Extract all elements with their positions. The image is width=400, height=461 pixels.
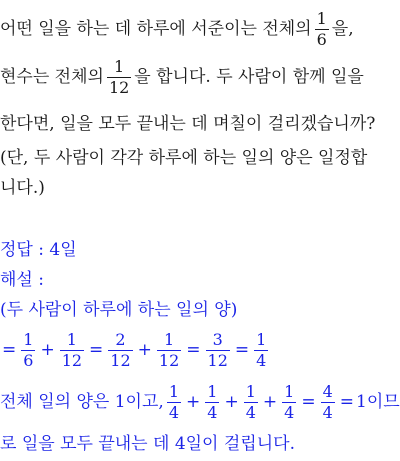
fraction-numerator: 1 [163, 329, 175, 349]
problem-line-2 [0, 56, 400, 97]
fraction [205, 381, 219, 422]
fraction-denominator: 4 [322, 402, 333, 422]
total-work-line [0, 382, 400, 422]
plus-sign: + [224, 392, 239, 412]
problem-line-4 [0, 148, 400, 168]
problem-line-1 [0, 8, 400, 49]
equation-line [0, 330, 400, 370]
fraction-numerator: 1 [245, 381, 256, 401]
fraction [254, 329, 268, 370]
problem-text: 을 합니다. 두 사람이 함께 일을 [134, 67, 364, 87]
fraction-denominator: 6 [23, 350, 34, 370]
explanation-text: (두 사람이 하루에 하는 일의 양) [0, 300, 238, 320]
fraction-numerator: 1 [207, 381, 218, 401]
fraction-denominator: 12 [110, 350, 131, 370]
fraction-numerator: 1 [316, 8, 327, 28]
problem-line-5 [0, 178, 400, 198]
fraction [282, 381, 296, 422]
answer-text: 정답 : 4일 [0, 240, 77, 260]
fraction [244, 381, 258, 422]
fraction [206, 329, 230, 370]
fraction-numerator: 1 [284, 381, 295, 401]
fraction-numerator: 1 [114, 56, 125, 76]
problem-text: 어떤 일을 하는 데 하루에 서준이는 전체의 [0, 19, 312, 39]
problem-line-3 [0, 114, 400, 134]
fraction-denominator: 4 [245, 402, 256, 422]
fraction-denominator: 12 [207, 350, 228, 370]
problem-text: 을, [331, 19, 354, 39]
explanation-text: 전체 일의 양은 1이고, [0, 392, 164, 412]
plus-sign: + [186, 392, 201, 412]
fraction [167, 381, 181, 422]
equals-sign: = [301, 392, 316, 412]
fraction [157, 329, 181, 370]
explanation-label [0, 270, 400, 290]
plus-sign: + [137, 340, 152, 360]
equals-sign: = [89, 340, 104, 360]
fraction-numerator: 1 [66, 329, 77, 349]
problem-text: 니다.) [0, 178, 45, 198]
fraction-denominator: 12 [108, 77, 130, 97]
fraction-numerator: 1 [256, 329, 267, 349]
problem-text: (단, 두 사람이 각각 하루에 하는 일의 양은 일정합 [0, 148, 368, 168]
fraction [21, 329, 35, 370]
fraction-denominator: 4 [207, 402, 218, 422]
fraction [321, 381, 335, 422]
problem-text: 한다면, 일을 모두 끝내는 데 며칠이 걸리겠습니까? [0, 114, 376, 134]
fraction-numerator: 4 [322, 381, 333, 401]
fraction-denominator: 12 [61, 350, 83, 370]
equals-sign: = [339, 392, 354, 412]
fraction-numerator: 1 [23, 329, 34, 349]
fraction-denominator: 6 [316, 29, 327, 49]
fraction [315, 8, 329, 49]
explanation-text: 1이므 [356, 392, 400, 412]
fraction-denominator: 4 [256, 350, 267, 370]
conclusion-line [0, 434, 400, 454]
equals-sign: = [2, 340, 17, 360]
fraction-denominator: 4 [168, 402, 179, 422]
problem-text: 현수는 전체의 [0, 67, 104, 87]
explanation-text: 로 일을 모두 끝내는 데 4일이 걸립니다. [0, 434, 295, 454]
explanation-note [0, 300, 400, 320]
fraction-denominator: 12 [158, 350, 180, 370]
fraction [108, 329, 132, 370]
fraction [107, 56, 131, 97]
equals-sign: = [186, 340, 201, 360]
fraction-numerator: 2 [115, 329, 126, 349]
equals-sign: = [234, 340, 250, 360]
fraction-numerator: 1 [168, 381, 179, 401]
fraction-denominator: 4 [284, 402, 295, 422]
fraction [60, 329, 84, 370]
plus-sign: + [40, 340, 55, 360]
plus-sign: + [262, 392, 278, 412]
fraction-numerator: 3 [212, 329, 223, 349]
answer-label [0, 240, 400, 260]
explanation-text: 해설 : [0, 270, 44, 290]
